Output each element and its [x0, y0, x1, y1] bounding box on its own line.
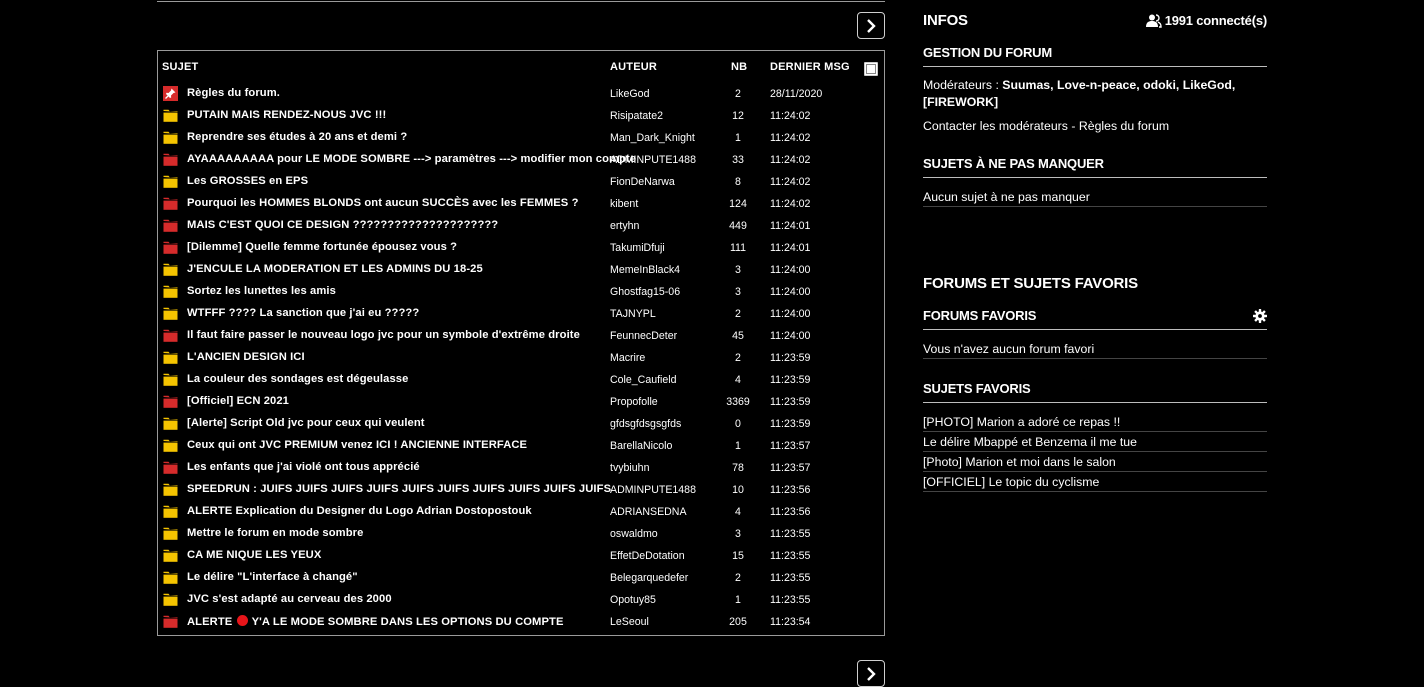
topic-title-link[interactable]: MAIS C'EST QUOI CE DESIGN ????????????????????? — [187, 219, 499, 231]
last-message-time: 11:24:02 — [770, 154, 811, 166]
folder-icon — [163, 306, 178, 321]
fav-topic-link[interactable]: [PHOTO] Marion a adoré ce repas !! — [923, 415, 1267, 432]
last-message-time: 11:23:56 — [770, 506, 811, 518]
table-row[interactable] — [158, 281, 884, 303]
folder-icon — [163, 262, 178, 277]
table-row[interactable] — [158, 105, 884, 127]
select-all-checkbox[interactable] — [864, 62, 878, 76]
reply-count: 2 — [735, 308, 741, 320]
last-message-time: 28/11/2020 — [770, 88, 823, 100]
topic-title-link[interactable]: [Alerte] Script Old jvc pour ceux qui veulent — [187, 417, 425, 429]
rules-link[interactable]: Règles du forum — [1078, 119, 1170, 133]
last-message-time: 11:23:56 — [770, 484, 811, 496]
last-message-time: 11:24:00 — [770, 264, 811, 276]
topic-title-link[interactable]: ALERTE Explication du Designer du Logo Adrian Dostopostouk — [187, 505, 532, 517]
reply-count: 33 — [732, 154, 744, 166]
last-message-time: 11:23:55 — [770, 572, 811, 584]
contact-line — [923, 118, 1267, 135]
last-message-time: 11:23:55 — [770, 528, 811, 540]
topic-title-part: ALERTE — [187, 616, 233, 628]
last-message-time: 11:24:00 — [770, 308, 811, 320]
topic-title-link[interactable]: Les GROSSES en EPS — [187, 175, 309, 187]
last-message-time: 11:24:00 — [770, 286, 811, 298]
last-message-time: 11:23:54 — [770, 616, 811, 628]
last-message-time: 11:24:02 — [770, 198, 811, 210]
table-row[interactable] — [158, 259, 884, 281]
reply-count: 15 — [732, 550, 744, 562]
favorites-title: FORUMS ET SUJETS FAVORIS — [923, 275, 1138, 292]
chevron-right-icon — [865, 19, 877, 33]
folder-icon — [163, 284, 178, 299]
table-row[interactable] — [158, 83, 884, 105]
topic-title-link[interactable]: AYAAAAAAAAA pour LE MODE SOMBRE ---> paramètres ---> modifier mon compte — [187, 153, 637, 165]
folder-icon — [163, 350, 178, 365]
topic-author[interactable]: Ghostfag15-06 — [610, 286, 681, 298]
topic-author[interactable]: Risipatate2 — [610, 110, 663, 122]
folder-hot-icon — [163, 196, 178, 211]
table-row[interactable] — [158, 347, 884, 369]
topic-title-link[interactable]: Reprendre ses études à 20 ans et demi ? — [187, 131, 408, 143]
table-row[interactable] — [158, 193, 884, 215]
topic-author[interactable]: LikeGod — [610, 88, 650, 100]
last-message-time: 11:24:02 — [770, 176, 811, 188]
folder-icon — [163, 482, 178, 497]
topic-title-link[interactable]: Les enfants que j'ai violé ont tous apprécié — [187, 461, 420, 473]
topic-author[interactable]: FeunnecDeter — [610, 330, 678, 342]
top-divider — [157, 0, 885, 2]
next-page-button[interactable] — [857, 12, 885, 39]
topic-author[interactable]: ADMINPUTE1488 — [610, 154, 696, 166]
reply-count: 111 — [729, 242, 747, 254]
fav-topics-title: SUJETS FAVORIS — [923, 381, 1267, 403]
folder-icon — [163, 504, 178, 519]
header-subject: SUJET — [162, 61, 199, 73]
topic-title-link[interactable]: SPEEDRUN : JUIFS JUIFS JUIFS JUIFS JUIFS JUIFS JUIFS JUIFS JUIFS JUIFS — [187, 483, 612, 495]
folder-icon — [163, 416, 178, 431]
last-message-time: 11:23:57 — [770, 462, 811, 474]
pin-icon — [163, 86, 178, 101]
table-row[interactable] — [158, 545, 884, 567]
table-row[interactable] — [158, 215, 884, 237]
next-page-button-bottom[interactable] — [857, 660, 885, 687]
topic-author[interactable]: Cole_Caufield — [610, 374, 677, 386]
must-see-empty: Aucun sujet à ne pas manquer — [923, 190, 1267, 207]
table-row[interactable] — [158, 589, 884, 611]
reply-count: 2 — [735, 572, 741, 584]
last-message-time: 11:24:01 — [770, 242, 811, 254]
table-row[interactable] — [158, 611, 884, 633]
folder-icon — [163, 372, 178, 387]
reply-count: 449 — [729, 220, 747, 232]
folder-hot-icon — [163, 218, 178, 233]
red-circle-icon — [237, 615, 248, 626]
topic-title-link[interactable]: Le délire "L'interface à changé" — [187, 571, 358, 583]
fav-forums-empty: Vous n'avez aucun forum favori — [923, 342, 1267, 359]
gestion-title: GESTION DU FORUM — [923, 45, 1267, 67]
last-message-time: 11:23:59 — [770, 418, 811, 430]
header-count: NB — [731, 61, 748, 73]
last-message-time: 11:23:59 — [770, 374, 811, 386]
topic-title-link[interactable]: J'ENCULE LA MODERATION ET LES ADMINS DU 18-25 — [187, 263, 483, 275]
reply-count: 4 — [735, 506, 741, 518]
chevron-right-icon — [865, 667, 877, 681]
folder-hot-icon — [163, 460, 178, 475]
reply-count: 8 — [735, 176, 741, 188]
topic-title-link[interactable]: [Dilemme] Quelle femme fortunée épousez vous ? — [187, 241, 458, 253]
last-message-time: 11:24:02 — [770, 132, 811, 144]
reply-count: 124 — [729, 198, 747, 210]
topic-author[interactable]: Man_Dark_Knight — [610, 132, 695, 144]
table-row[interactable] — [158, 435, 884, 457]
table-row[interactable] — [158, 149, 884, 171]
reply-count: 1 — [735, 440, 741, 452]
table-row[interactable] — [158, 479, 884, 501]
reply-count: 3 — [735, 286, 741, 298]
topic-author[interactable]: TAJNYPL — [610, 308, 656, 320]
table-row[interactable] — [158, 237, 884, 259]
last-message-time: 11:24:02 — [770, 110, 811, 122]
topic-author[interactable]: Macrire — [610, 352, 646, 364]
topic-author[interactable]: MemeInBlack4 — [610, 264, 681, 276]
reply-count: 1 — [735, 132, 741, 144]
topic-author[interactable]: kibent — [610, 198, 639, 210]
topic-title-link[interactable]: Règles du forum. — [187, 87, 280, 99]
topic-title-link[interactable]: CA ME NIQUE LES YEUX — [187, 549, 322, 561]
topic-title-link[interactable]: L'ANCIEN DESIGN ICI — [187, 351, 305, 363]
moderators-label: Modérateurs : — [923, 78, 999, 92]
folder-icon — [163, 108, 178, 123]
table-row[interactable] — [158, 127, 884, 149]
reply-count: 12 — [732, 110, 744, 122]
link-separator: - — [1067, 119, 1079, 133]
topic-author[interactable]: Belegarquedefer — [610, 572, 689, 584]
table-row[interactable] — [158, 523, 884, 545]
topic-author[interactable]: EffetDeDotation — [610, 550, 685, 562]
table-row[interactable] — [158, 325, 884, 347]
topic-author[interactable]: gfdsgfdsgsgfds — [610, 418, 682, 430]
topic-author[interactable]: Propofolle — [610, 396, 658, 408]
reply-count: 78 — [732, 462, 744, 474]
table-row[interactable] — [158, 567, 884, 589]
topic-title-link[interactable]: Sortez les lunettes les amis — [187, 285, 336, 297]
topic-author[interactable]: tvybiuhn — [610, 462, 650, 474]
topic-author[interactable]: oswaldmo — [610, 528, 658, 540]
connected-text: 1991 connecté(s) — [1164, 13, 1267, 28]
moderators-list[interactable]: Suumas, Love-n-peace, odoki, LikeGod, [FIREWORK] — [923, 78, 1236, 109]
topic-title-link[interactable]: [Officiel] ECN 2021 — [187, 395, 289, 407]
must-see-title: SUJETS À NE PAS MANQUER — [923, 156, 1267, 178]
topic-author[interactable]: ADRIANSEDNA — [610, 506, 687, 518]
last-message-time: 11:24:00 — [770, 330, 811, 342]
last-message-time: 11:23:55 — [770, 550, 811, 562]
connected-count[interactable] — [1146, 13, 1267, 28]
reply-count: 0 — [735, 418, 741, 430]
last-message-time: 11:23:57 — [770, 440, 811, 452]
topic-author[interactable]: FionDeNarwa — [610, 176, 675, 188]
infos-title: INFOS — [923, 12, 968, 29]
topic-list — [157, 50, 885, 636]
folder-hot-icon — [163, 328, 178, 343]
folder-hot-icon — [163, 614, 178, 629]
topic-title-link[interactable]: Pourquoi les HOMMES BLONDS ont aucun SUCCÈS avec les FEMMES ? — [187, 197, 579, 209]
folder-icon — [163, 548, 178, 563]
topic-title-link[interactable]: Ceux qui ont JVC PREMIUM venez ICI ! ANCIENNE INTERFACE — [187, 439, 528, 451]
topic-title-link[interactable]: JVC s'est adapté au cerveau des 2000 — [187, 593, 392, 605]
fav-topic-link[interactable]: [Photo] Marion et moi dans le salon — [923, 455, 1267, 472]
header-author: AUTEUR — [610, 61, 658, 73]
last-message-time: 11:23:55 — [770, 594, 811, 606]
topic-author[interactable]: LeSeoul — [610, 616, 649, 628]
table-row[interactable] — [158, 369, 884, 391]
topic-title-link[interactable]: La couleur des sondages est dégeulasse — [187, 373, 409, 385]
header-last-message: DERNIER MSG — [770, 61, 850, 73]
topic-author[interactable]: ertyhn — [610, 220, 640, 232]
reply-count: 3 — [735, 528, 741, 540]
reply-count: 3 — [735, 264, 741, 276]
topic-author[interactable]: ADMINPUTE1488 — [610, 484, 696, 496]
topic-title-link[interactable]: PUTAIN MAIS RENDEZ-NOUS JVC !!! — [187, 109, 387, 121]
folder-icon — [163, 438, 178, 453]
reply-count: 10 — [732, 484, 744, 496]
gear-icon[interactable] — [1253, 309, 1267, 323]
table-row[interactable] — [158, 413, 884, 435]
folder-icon — [163, 174, 178, 189]
reply-count: 45 — [732, 330, 744, 342]
table-row[interactable] — [158, 303, 884, 325]
fav-topic-link[interactable]: [OFFICIEL] Le topic du cyclisme — [923, 475, 1267, 492]
topic-author[interactable]: BarellaNicolo — [610, 440, 673, 452]
last-message-time: 11:24:01 — [770, 220, 811, 232]
contact-mods-link[interactable]: Contacter les modérateurs — [923, 119, 1068, 133]
fav-forums-label: FORUMS FAVORIS — [923, 308, 1037, 323]
reply-count: 1 — [735, 594, 741, 606]
reply-count: 4 — [735, 374, 741, 386]
infos-header — [923, 12, 1267, 32]
folder-hot-icon — [163, 240, 178, 255]
topic-title-link[interactable] — [187, 615, 590, 628]
table-row[interactable] — [158, 457, 884, 479]
last-message-time: 11:23:59 — [770, 352, 811, 364]
reply-count: 3369 — [726, 396, 750, 408]
topic-title-part: Y'A LE MODE SOMBRE DANS LES OPTIONS DU COMPTE — [251, 616, 564, 628]
topic-title-link[interactable]: WTFFF ???? La sanction que j'ai eu ????? — [187, 307, 420, 319]
last-message-time: 11:23:59 — [770, 396, 811, 408]
topic-title-link[interactable]: Il faut faire passer le nouveau logo jvc pour un symbole d'extrême droite — [187, 329, 580, 341]
reply-count: 205 — [729, 616, 747, 628]
folder-icon — [163, 570, 178, 585]
topic-title-link[interactable]: Mettre le forum en mode sombre — [187, 527, 364, 539]
folder-hot-icon — [163, 152, 178, 167]
folder-icon — [163, 592, 178, 607]
folder-hot-icon — [163, 394, 178, 409]
table-row[interactable] — [158, 171, 884, 193]
topic-author[interactable]: TakumiDfuji — [610, 242, 665, 254]
fav-forums-title — [923, 308, 1267, 330]
folder-icon — [163, 526, 178, 541]
table-row[interactable] — [158, 391, 884, 413]
reply-count: 2 — [735, 88, 741, 100]
moderators-line — [923, 77, 1267, 111]
reply-count: 2 — [735, 352, 741, 364]
topic-author[interactable]: Opotuy85 — [610, 594, 656, 606]
users-icon — [1146, 14, 1161, 27]
table-row[interactable] — [158, 501, 884, 523]
fav-topic-link[interactable]: Le délire Mbappé et Benzema il me tue — [923, 435, 1267, 452]
table-header — [158, 61, 884, 77]
folder-icon — [163, 130, 178, 145]
